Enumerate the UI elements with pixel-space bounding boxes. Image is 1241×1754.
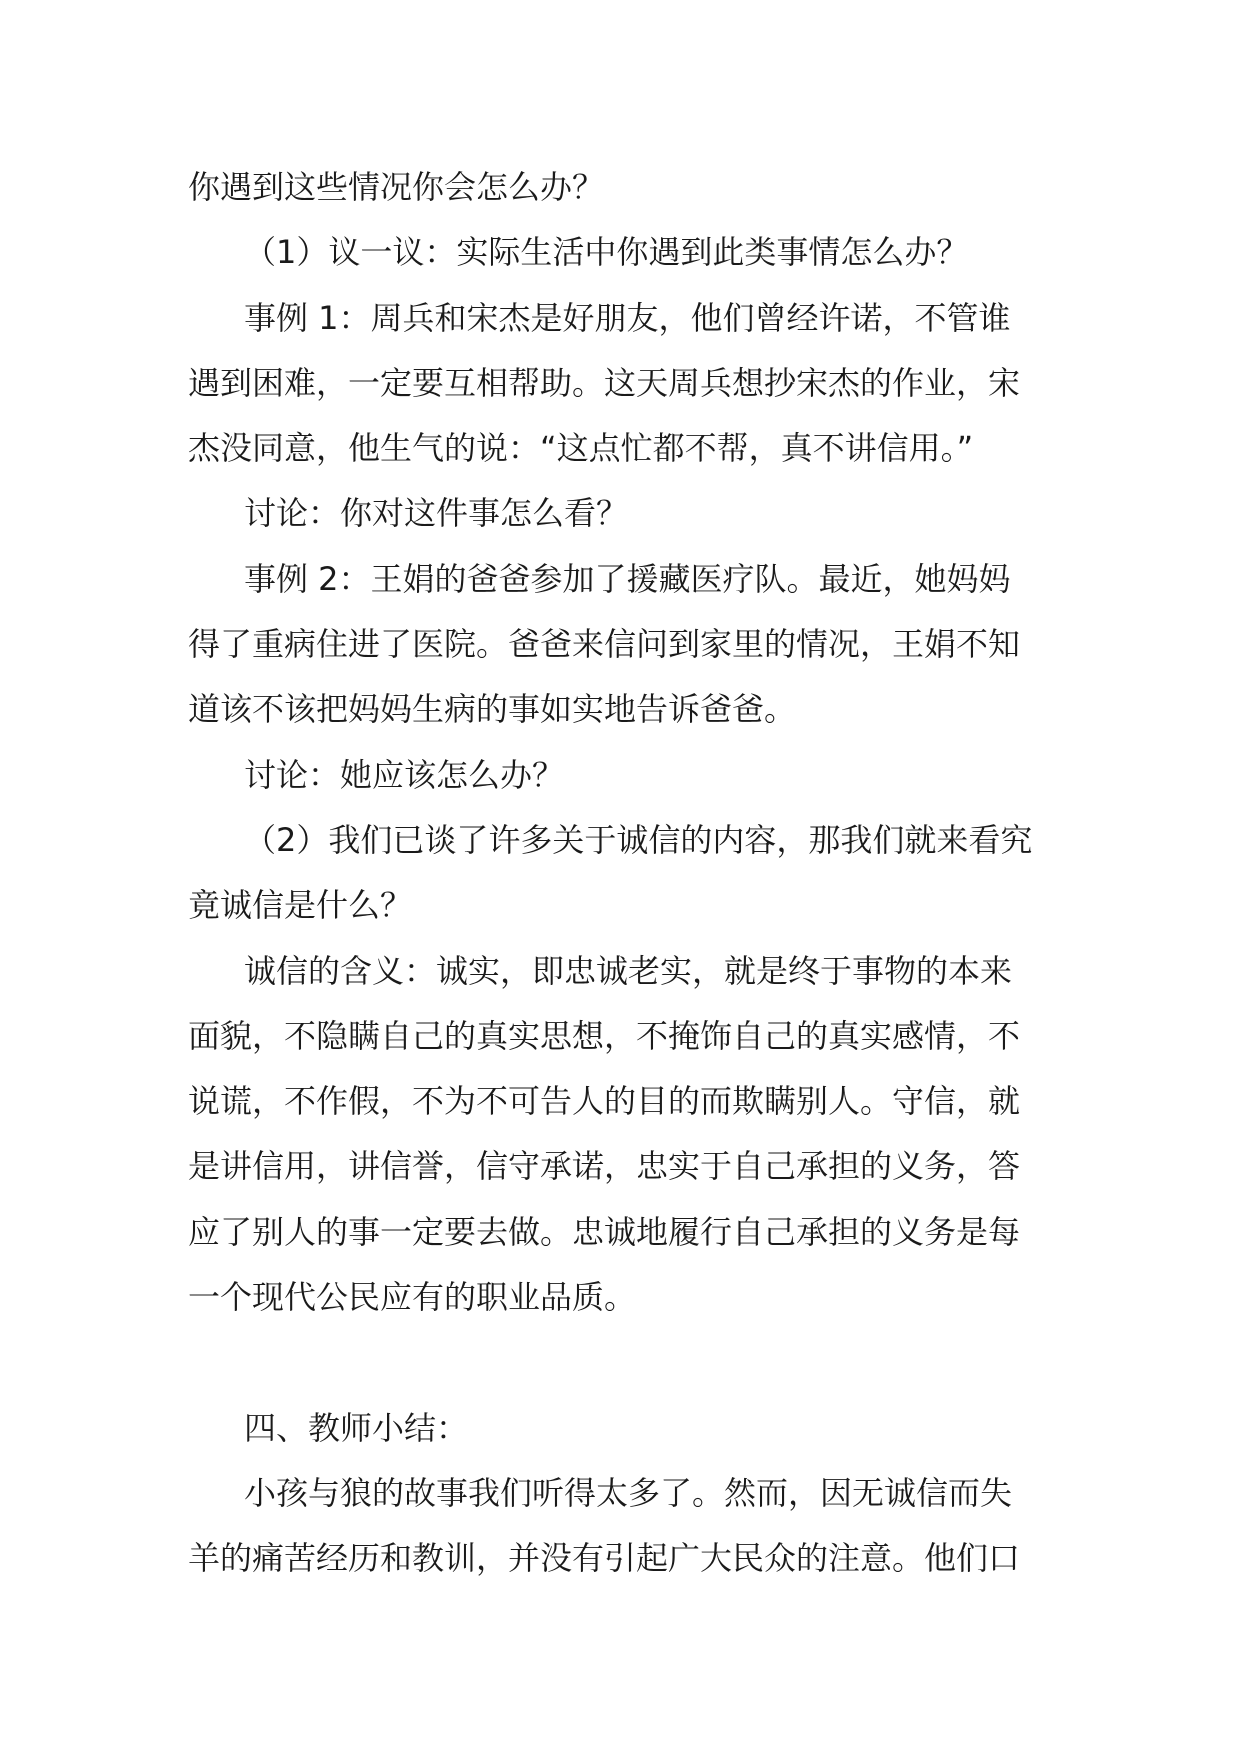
text-line: 遇到困难，一定要互相帮助。这天周兵想抄宋杰的作业，宋 <box>188 363 1021 402</box>
text-line: 得了重病住进了医院。爸爸来信问到家里的情况，王娟不知 <box>188 625 1021 664</box>
text-line: 道该不该把妈妈生病的事如实地告诉爸爸。 <box>188 690 797 729</box>
text-line: （2）我们已谈了许多关于诚信的内容，那我们就来看究 <box>244 820 1033 859</box>
text-line: 小孩与狼的故事我们听得太多了。然而，因无诚信而失 <box>244 1473 1013 1512</box>
text-line: 羊的痛苦经历和教训，并没有引起广大民众的注意。他们口 <box>188 1539 1021 1578</box>
text-line: （1）议一议：实际生活中你遇到此类事情怎么办？ <box>244 233 969 272</box>
text-line: 竟诚信是什么？ <box>188 886 413 925</box>
text-line: 讨论：她应该怎么办？ <box>244 755 565 794</box>
text-line: 面貌，不隐瞒自己的真实思想，不掩饰自己的真实感情，不 <box>188 1016 1021 1055</box>
text-line: 一个现代公民应有的职业品质。 <box>188 1278 637 1317</box>
document-body <box>188 155 1060 1592</box>
paragraph-gap <box>188 1330 1060 1395</box>
text-line: 你遇到这些情况你会怎么办？ <box>188 168 605 206</box>
text-line: 是讲信用，讲信誉，信守承诺，忠实于自己承担的义务，答 <box>188 1147 1021 1186</box>
text-line: 应了别人的事一定要去做。忠诚地履行自己承担的义务是每 <box>188 1212 1021 1251</box>
text-line: 事例 2：王娟的爸爸参加了援藏医疗队。最近，她妈妈 <box>244 559 1011 598</box>
text-line: 事例 1：周兵和宋杰是好朋友，他们曾经许诺，不管谁 <box>244 298 1011 337</box>
text-line: 说谎，不作假，不为不可告人的目的而欺瞒别人。守信，就 <box>188 1082 1021 1121</box>
text-line: 杰没同意，他生气的说：“这点忙都不帮，真不讲信用。” <box>188 429 974 468</box>
text-line: 讨论：你对这件事怎么看？ <box>244 494 629 533</box>
section-heading: 四、教师小结： <box>244 1408 469 1447</box>
text-line: 诚信的含义：诚实，即忠诚老实，就是终于事物的本来 <box>244 951 1013 990</box>
